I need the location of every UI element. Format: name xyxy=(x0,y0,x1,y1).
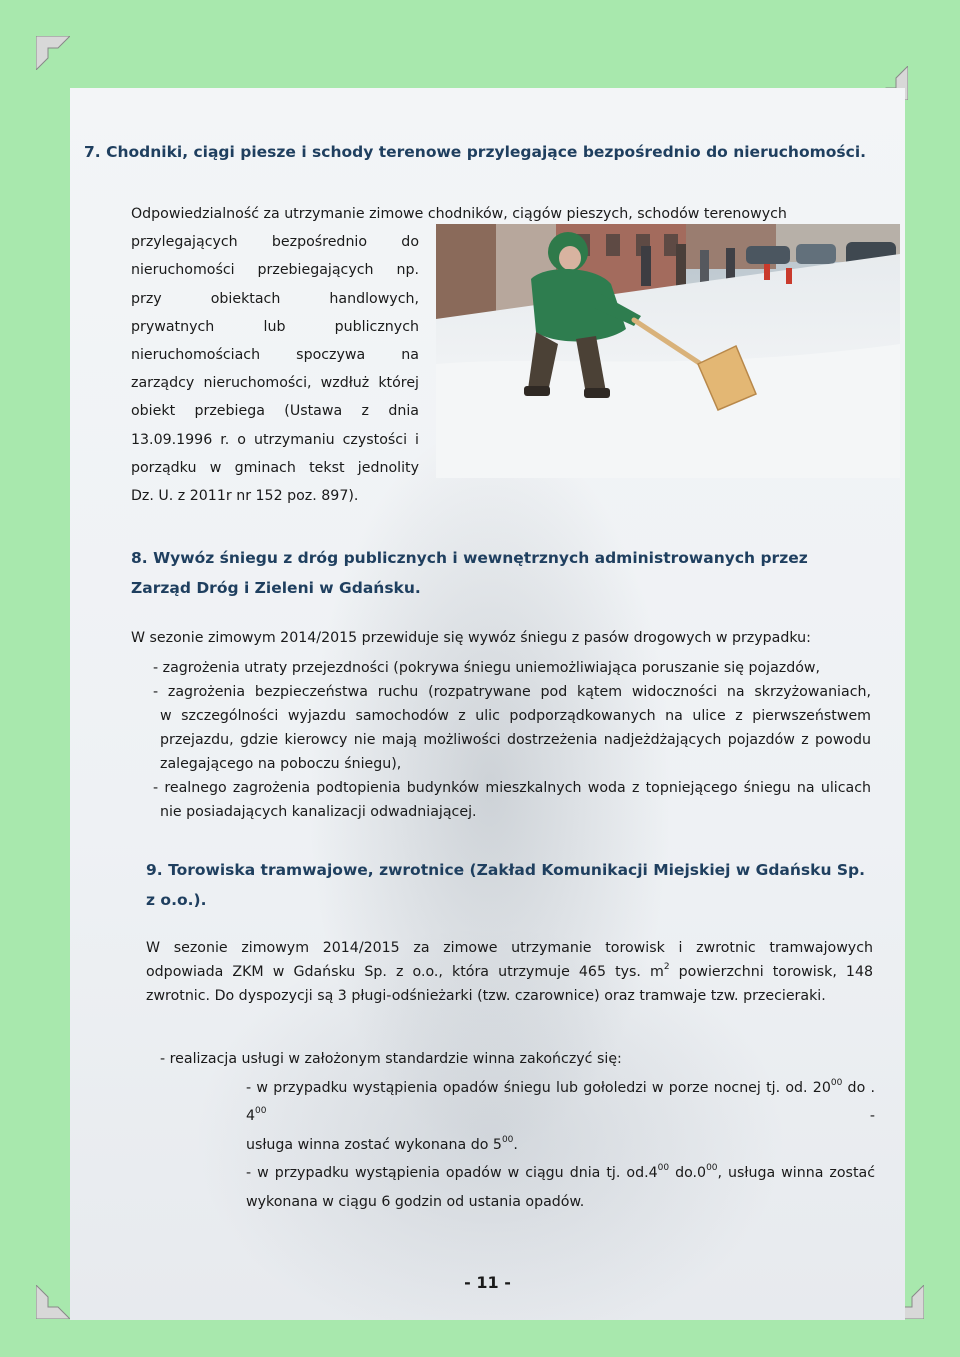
text-run: - xyxy=(266,1108,875,1124)
list-subitem-continuation: wykonana w ciągu 6 godzin od ustania opadów. xyxy=(246,1193,585,1210)
section-7-line: 13.09.1996 r. o utrzymaniu czystości i xyxy=(131,431,419,448)
section-8-body xyxy=(131,626,871,824)
section-7-line: prywatnych lub publicznych xyxy=(131,318,419,335)
section-9-paragraph xyxy=(146,936,873,1008)
text-run: odpowiada ZKM w Gdańsku Sp. z o.o., która utrzymuje 465 tys. m xyxy=(146,964,664,980)
list-subitem xyxy=(160,1074,875,1131)
superscript: 00 xyxy=(657,1163,670,1173)
text-run: , usługa winna zostać xyxy=(717,1165,875,1181)
section-7-heading: 7. Chodniki, ciągi piesze i schody terenowe przylegające bezpośrednio do nieruchomości. xyxy=(84,143,867,161)
text-run: powierzchni torowisk, 148 xyxy=(669,964,874,980)
superscript: 2 xyxy=(663,962,670,972)
section-9-heading: 9. Torowiska tramwajowe, zwrotnice (Zakład Komunikacji Miejskiej w Gdańsku Sp. z o.o.). xyxy=(146,861,866,909)
list-item-continuation: przejazdu, gdzie kierowcy nie mają możliwości dostrzeżenia nadjeżdżających pojazdów z powodu xyxy=(160,732,871,748)
list-item: - zagrożenia utraty przejezdności (pokrywa śniegu uniemożliwiająca poruszanie się pojazdów, xyxy=(153,660,821,676)
list-item: - zagrożenia bezpieczeństwa ruchu (rozpatrywane pod kątem widoczności na skrzyżowaniach, xyxy=(153,684,871,700)
superscript: 00 xyxy=(501,1134,514,1145)
section-7-line: przy obiektach handlowych, xyxy=(131,290,419,307)
section-7-line: przylegających bezpośrednio do xyxy=(131,234,419,251)
section-9-list xyxy=(160,1045,875,1216)
list-intro: - realizacja usługi w założonym standardzie winna zakończyć się: xyxy=(160,1051,622,1067)
section-9-line-1: W sezonie zimowym 2014/2015 za zimowe utrzymanie torowisk i zwrotnic tramwajowych xyxy=(146,940,873,956)
list-subitem xyxy=(160,1159,875,1188)
document-page xyxy=(70,88,905,1320)
text-run: - w przypadku wystąpienia opadów śniegu lub gołoledzi w porze nocnej tj. od. 20 xyxy=(246,1079,831,1096)
section-9-line-2 xyxy=(146,960,873,984)
section-7-line: nieruchomości przebiegających np. xyxy=(131,262,419,279)
list-subitem-continuation xyxy=(160,1131,875,1160)
list-item: - realnego zagrożenia podtopienia budynków mieszkalnych woda z topniejącego śniegu na ulicach xyxy=(153,780,871,796)
snow-shoveling-photo xyxy=(436,224,900,478)
section-7-line: nieruchomościach spoczywa na xyxy=(131,347,419,364)
section-9-line-3: zwrotnic. Do dyspozycji są 3 pługi-odśnieżarki (tzw. czarownice) oraz tramwaje tzw. przecieraki. xyxy=(146,988,826,1004)
superscript: 00 xyxy=(706,1163,718,1173)
section-7-line: Dz. U. z 2011r nr 152 poz. 897). xyxy=(131,488,359,505)
section-7-line-1: Odpowiedzialność za utrzymanie zimowe chodników, ciągów pieszych, schodów terenowych xyxy=(131,206,787,222)
list-item-continuation: zalegającego na poboczu śniegu), xyxy=(160,756,402,772)
section-7-line: obiekt przebiega (Ustawa z dnia xyxy=(131,403,419,420)
corner-ornament-bottom-left xyxy=(36,1285,70,1319)
page-number: - 11 - xyxy=(464,1273,511,1292)
text-run: do . 4 xyxy=(246,1079,876,1124)
text-run: . xyxy=(513,1136,518,1153)
section-8-heading: 8. Wywóz śniegu z dróg publicznych i wewnętrznych administrowanych przez Zarząd Dróg i Zieleni w Gdańsku. xyxy=(131,549,808,597)
section-7-line: zarządcy nieruchomości, wzdłuż której xyxy=(131,375,419,392)
section-7-line: porządku w gminach tekst jednolity xyxy=(131,459,419,476)
superscript: 00 xyxy=(830,1077,843,1088)
text-run: - w przypadku wystąpienia opadów w ciągu dnia tj. od.4 xyxy=(246,1165,658,1181)
superscript: 00 xyxy=(255,1106,267,1116)
text-run: do.0 xyxy=(669,1165,707,1181)
section-8-bullets xyxy=(153,656,871,824)
list-item-continuation: w szczególności wyjazdu samochodów z ulic podporządkowanych na ulice z pierwszeństwem xyxy=(160,708,871,724)
text-run: usługa winna zostać wykonana do 5 xyxy=(246,1136,502,1153)
section-8-intro: W sezonie zimowym 2014/2015 przewiduje się wywóz śniegu z pasów drogowych w przypadku: xyxy=(131,630,811,646)
corner-ornament-top-left xyxy=(36,36,70,70)
section-7-narrow-column xyxy=(131,228,419,510)
list-item-continuation: nie posiadających kanalizacji odwadniającej. xyxy=(160,804,477,820)
